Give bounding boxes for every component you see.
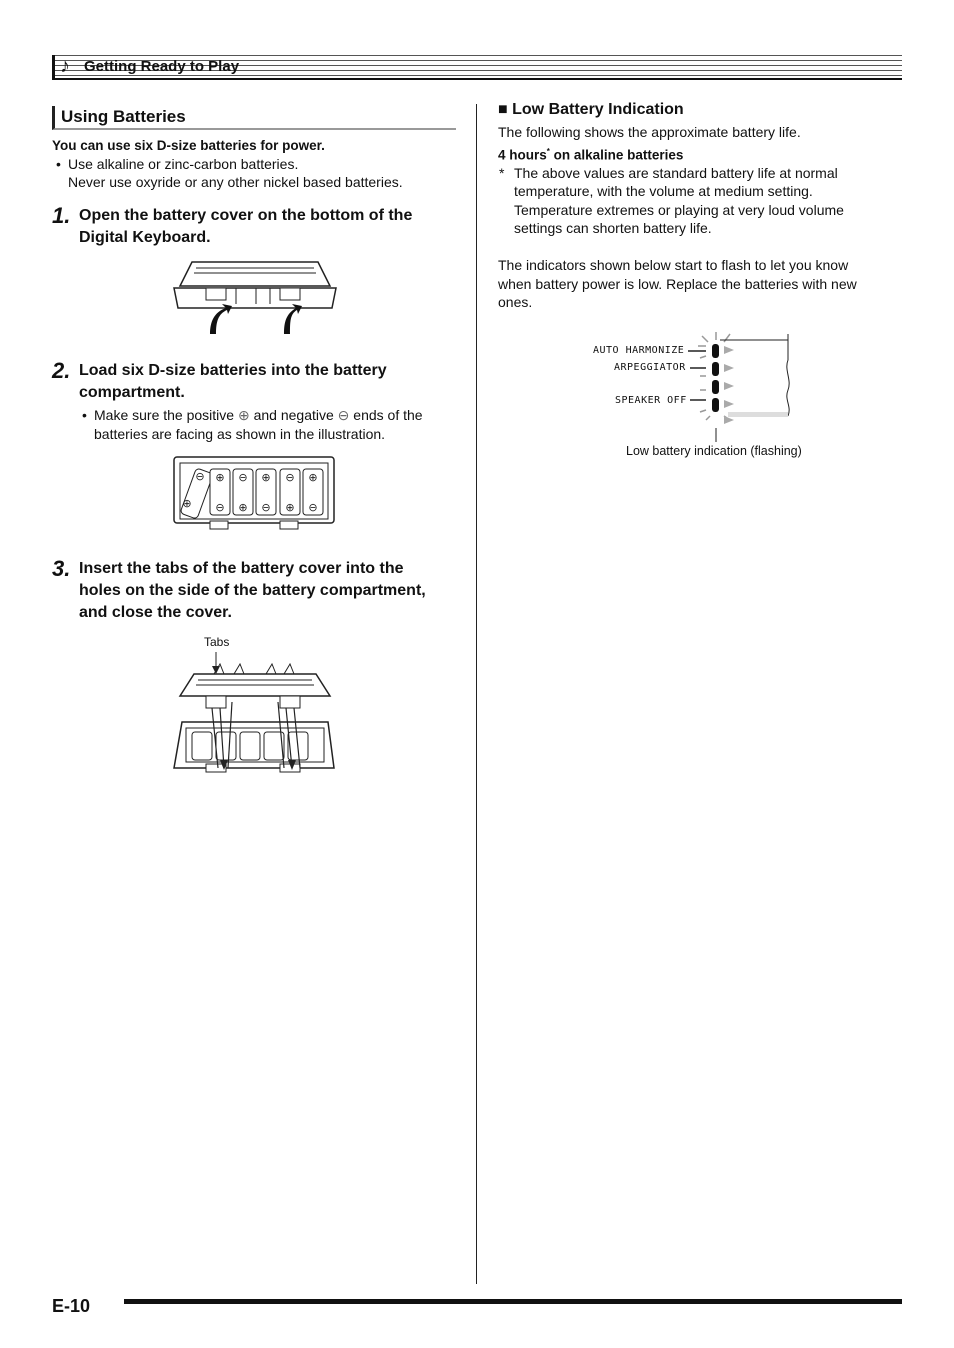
life-rest: on alkaline batteries: [549, 147, 684, 163]
svg-text:⊖: ⊖: [308, 501, 318, 514]
bullet-dot: •: [56, 156, 61, 172]
tabs-label: Tabs: [204, 635, 230, 649]
intro-bullet-2: Never use oxyride or any other nickel based batteries.: [68, 174, 403, 190]
plus-symbol-icon: ⊕: [237, 407, 250, 423]
step-text: compartment.: [79, 384, 185, 401]
svg-text:⊖: ⊖: [285, 471, 295, 484]
low-battery-heading-text: Low Battery Indication: [512, 101, 684, 118]
minus-symbol-icon: ⊖: [337, 407, 350, 423]
svg-text:⊖: ⊖: [238, 471, 248, 484]
step-number: 2.: [52, 358, 71, 383]
life-line: [498, 142, 683, 165]
svg-text:⊕: ⊕: [182, 497, 192, 510]
lcd-label-arpeggiator: ARPEGGIATOR: [614, 362, 686, 373]
step-note-post: ends of the: [353, 407, 423, 423]
note-line: settings can shorten battery life.: [514, 220, 712, 236]
para-line: when battery power is low. Replace the batteries with new: [498, 276, 857, 292]
para-line: The indicators shown below start to flash to let you know: [498, 257, 849, 273]
life-hours: 4 hours: [498, 147, 547, 163]
lcd-label-auto-harmonize: AUTO HARMONIZE: [593, 345, 685, 356]
music-note-icon: ♪: [60, 55, 70, 77]
svg-text:⊕: ⊕: [285, 501, 295, 514]
step-note-mid: and negative: [253, 407, 334, 423]
battery-cover-open-illustration: [170, 258, 340, 338]
step-note-line2: batteries are facing as shown in the illustration.: [94, 426, 386, 442]
svg-text:⊕: ⊕: [238, 501, 248, 514]
header-title: Getting Ready to Play: [84, 58, 240, 75]
step-text: Digital Keyboard.: [79, 229, 211, 246]
bullet-dot: •: [82, 407, 87, 423]
lcd-label-speaker-off: SPEAKER OFF: [615, 395, 687, 406]
step-number: 1.: [52, 203, 71, 228]
para-line: ones.: [498, 294, 533, 310]
lcd-indicator-illustration: [688, 330, 793, 445]
intro-bullet-1: Use alkaline or zinc-carbon batteries.: [68, 156, 299, 172]
note-line: Temperature extremes or playing at very loud volume: [514, 202, 844, 218]
svg-text:⊕: ⊕: [261, 471, 271, 484]
square-bullet-icon: ■: [498, 101, 508, 118]
step-note-pre: Make sure the positive: [94, 407, 235, 423]
life-intro: The following shows the approximate battery life.: [498, 124, 801, 140]
note-mark: *: [499, 165, 505, 181]
header-rule: [52, 78, 902, 80]
step-text: Load six D-size batteries into the battery: [79, 362, 387, 379]
note-line: The above values are standard battery life at normal: [514, 165, 838, 181]
step-number: 3.: [52, 556, 71, 581]
svg-text:⊖: ⊖: [215, 501, 225, 514]
life-star: *: [546, 147, 550, 156]
svg-text:⊕: ⊕: [215, 471, 225, 484]
step-text: Insert the tabs of the battery cover into the: [79, 560, 404, 577]
step-text: holes on the side of the battery compartment,: [79, 582, 426, 599]
intro-bold: You can use six D-size batteries for power.: [52, 138, 325, 153]
step-text: Open the battery cover on the bottom of the: [79, 207, 413, 224]
battery-compartment-illustration: [172, 455, 337, 535]
page-number: E-10: [52, 1296, 91, 1316]
step-text: and close the cover.: [79, 604, 232, 621]
note-line: temperature, with the volume at medium setting.: [514, 183, 813, 199]
svg-text:⊖: ⊖: [261, 501, 271, 514]
footer-rule: [124, 1299, 902, 1304]
lcd-caption: Low battery indication (flashing): [626, 444, 802, 458]
step-note: [94, 406, 423, 425]
svg-text:⊖: ⊖: [195, 470, 205, 483]
header-bar: [52, 55, 55, 79]
low-battery-heading: [498, 101, 684, 119]
column-divider: [476, 104, 477, 1284]
section-heading: Using Batteries: [52, 106, 456, 130]
battery-cover-insert-illustration: [170, 650, 340, 775]
svg-text:⊕: ⊕: [308, 471, 318, 484]
